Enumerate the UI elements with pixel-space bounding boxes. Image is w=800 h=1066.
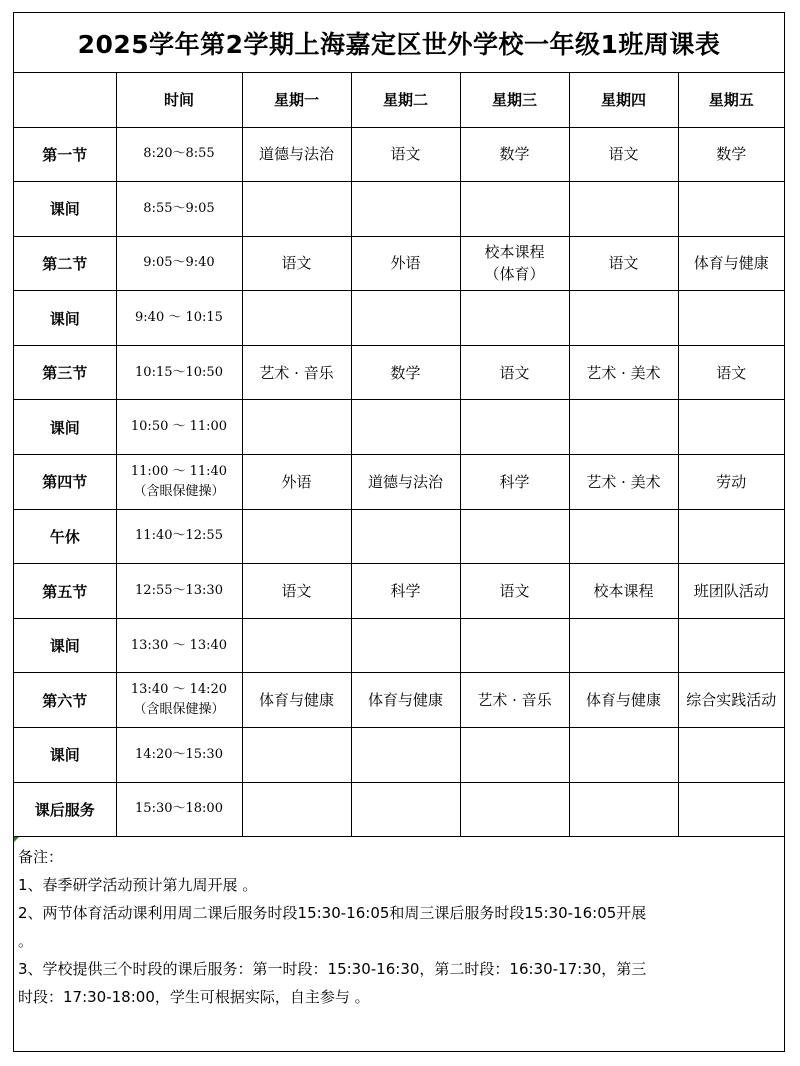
subject-cell	[351, 673, 460, 728]
table-row	[14, 564, 784, 619]
subject-cell	[351, 455, 460, 510]
period-label: 第三节	[14, 345, 116, 400]
subject-cell	[242, 291, 351, 346]
subject-cell	[351, 400, 460, 455]
subject-cell	[242, 236, 351, 291]
subject-text: 语文	[499, 363, 530, 382]
subject-cell	[460, 291, 569, 346]
table-row	[14, 400, 784, 455]
period-time-line: 15:30～18:00	[135, 801, 223, 817]
subject-text: 语文	[608, 254, 639, 273]
table-row	[14, 509, 784, 564]
subject-text: 道德与法治	[367, 472, 443, 491]
subject-text: 艺术 · 音乐	[477, 691, 552, 710]
subject-cell	[569, 291, 678, 346]
header-tuesday: 星期二	[351, 73, 460, 127]
period-label: 课间	[14, 618, 116, 673]
subject-text: 道德与法治	[258, 145, 334, 164]
subject-text: 综合实践活动	[686, 691, 777, 710]
table-row	[14, 236, 784, 291]
subject-cell	[242, 345, 351, 400]
subject-text: 数学	[716, 145, 747, 164]
subject-cell	[242, 127, 351, 182]
notes-section	[14, 837, 784, 1011]
subject-cell	[351, 182, 460, 237]
period-label: 第二节	[14, 236, 116, 291]
header-monday: 星期一	[242, 73, 351, 127]
subject-cell	[351, 291, 460, 346]
subject-cell	[460, 673, 569, 728]
period-time-line: 13:30 ～ 13:40	[130, 637, 228, 653]
period-time	[116, 782, 242, 837]
table-row	[14, 728, 784, 783]
subject-text: 体育与健康	[367, 691, 443, 710]
subject-text: 艺术 · 美术	[586, 472, 661, 491]
subject-cell	[460, 564, 569, 619]
subject-text: 语文	[390, 145, 421, 164]
subject-cell	[242, 782, 351, 837]
period-time	[116, 455, 242, 510]
period-label: 课间	[14, 400, 116, 455]
table-row	[14, 182, 784, 237]
period-time	[116, 509, 242, 564]
note-line: 1、春季研学活动预计第九周开展 。	[18, 876, 258, 895]
subject-cell	[460, 236, 569, 291]
table-row	[14, 673, 784, 728]
subject-cell	[569, 345, 678, 400]
table-row	[14, 455, 784, 510]
table-row	[14, 618, 784, 673]
subject-cell	[569, 455, 678, 510]
subject-cell	[351, 236, 460, 291]
subject-text: 校本课程	[593, 582, 654, 601]
period-time-line: 14:20～15:30	[135, 746, 223, 762]
period-time-line: 8:20～8:55	[143, 146, 215, 162]
subject-cell	[242, 728, 351, 783]
period-label: 第四节	[14, 455, 116, 510]
header-time: 时间	[116, 73, 242, 127]
period-time	[116, 618, 242, 673]
period-time	[116, 564, 242, 619]
subject-cell	[242, 455, 351, 510]
subject-text: 劳动	[716, 472, 747, 491]
notes-heading: 备注：	[18, 848, 64, 867]
subject-cell	[678, 400, 784, 455]
table-row	[14, 782, 784, 837]
period-label: 第六节	[14, 673, 116, 728]
subject-text: 数学	[499, 145, 530, 164]
subject-cell	[460, 509, 569, 564]
subject-cell	[569, 127, 678, 182]
subject-cell	[569, 182, 678, 237]
table-row	[14, 127, 784, 182]
subject-cell	[460, 127, 569, 182]
subject-cell	[569, 673, 678, 728]
corner-mark-icon	[14, 837, 19, 842]
subject-text: 班团队活动	[693, 582, 769, 601]
subject-cell	[569, 564, 678, 619]
subject-cell	[569, 782, 678, 837]
subject-text: （体育）	[484, 265, 545, 284]
subject-cell	[460, 345, 569, 400]
subject-cell	[569, 509, 678, 564]
subject-cell	[460, 782, 569, 837]
period-time-line: 10:50 ～ 11:00	[130, 419, 228, 435]
subject-cell	[460, 400, 569, 455]
subject-text: 语文	[281, 254, 312, 273]
subject-text: 体育与健康	[258, 691, 334, 710]
header-row	[14, 73, 784, 127]
period-time	[116, 127, 242, 182]
subject-cell	[242, 509, 351, 564]
subject-text: 语文	[608, 145, 639, 164]
subject-text: 语文	[499, 582, 530, 601]
header-friday: 星期五	[678, 73, 784, 127]
subject-cell	[351, 509, 460, 564]
period-time-line: 13:40 ～ 14:20	[130, 682, 228, 698]
period-time-line: 8:55～9:05	[143, 200, 215, 216]
subject-cell	[460, 182, 569, 237]
subject-text: 外语	[281, 472, 312, 491]
period-label: 第一节	[14, 127, 116, 182]
subject-cell	[351, 127, 460, 182]
subject-cell	[460, 728, 569, 783]
subject-cell	[678, 673, 784, 728]
subject-text: 体育与健康	[585, 691, 661, 710]
subject-cell	[569, 400, 678, 455]
period-time-line: 9:40 ～ 10:15	[135, 310, 223, 326]
subject-cell	[678, 509, 784, 564]
period-label: 课间	[14, 728, 116, 783]
period-time	[116, 182, 242, 237]
period-time-line: 10:15～10:50	[135, 364, 223, 380]
subject-text: 科学	[390, 582, 421, 601]
subject-cell	[242, 673, 351, 728]
subject-text: 体育与健康	[693, 254, 769, 273]
timetable-grid	[14, 73, 784, 837]
subject-cell	[678, 127, 784, 182]
note-line: 3、学校提供三个时段的课后服务：第一时段：15:30-16:30，第二时段：16:30-17:30，第三	[18, 960, 647, 979]
timetable-sheet	[13, 12, 785, 1052]
note-line: 2、两节体育活动课利用周二课后服务时段15:30-16:05和周三课后服务时段15:30-16:05开展	[18, 904, 647, 923]
subject-cell	[351, 564, 460, 619]
subject-cell	[569, 236, 678, 291]
period-time-line: （含眼保健操）	[133, 702, 225, 718]
period-time	[116, 345, 242, 400]
period-time	[116, 673, 242, 728]
subject-cell	[242, 400, 351, 455]
subject-cell	[678, 618, 784, 673]
subject-cell	[678, 455, 784, 510]
period-label: 课间	[14, 291, 116, 346]
subject-cell	[678, 345, 784, 400]
period-time	[116, 291, 242, 346]
period-time-line: 12:55～13:30	[135, 583, 223, 599]
subject-cell	[569, 728, 678, 783]
subject-text: 语文	[281, 582, 312, 601]
period-label: 课间	[14, 182, 116, 237]
period-time-line: （含眼保健操）	[133, 483, 225, 499]
period-label: 课后服务	[14, 782, 116, 837]
subject-cell	[351, 345, 460, 400]
period-time-line: 11:40～12:55	[135, 528, 223, 544]
header-corner	[14, 73, 116, 127]
subject-cell	[678, 291, 784, 346]
period-time-line: 11:00 ～ 11:40	[130, 463, 228, 479]
period-time	[116, 728, 242, 783]
period-label: 午休	[14, 509, 116, 564]
subject-cell	[242, 618, 351, 673]
subject-cell	[678, 728, 784, 783]
subject-text: 艺术 · 音乐	[259, 363, 334, 382]
period-time	[116, 236, 242, 291]
subject-text: 语文	[716, 363, 747, 382]
timetable-title: 2025学年第2学期上海嘉定区世外学校一年级1班周课表	[14, 13, 784, 73]
subject-cell	[678, 236, 784, 291]
subject-cell	[351, 618, 460, 673]
subject-cell	[678, 782, 784, 837]
period-time	[116, 400, 242, 455]
header-wednesday: 星期三	[460, 73, 569, 127]
subject-cell	[460, 455, 569, 510]
subject-cell	[242, 564, 351, 619]
subject-cell	[351, 728, 460, 783]
subject-text: 艺术 · 美术	[586, 363, 661, 382]
subject-text: 校本课程	[484, 243, 545, 262]
subject-text: 外语	[390, 254, 421, 273]
subject-cell	[569, 618, 678, 673]
period-time-line: 9:05～9:40	[143, 255, 215, 271]
subject-cell	[678, 564, 784, 619]
note-line: 。	[18, 932, 34, 951]
table-row	[14, 345, 784, 400]
note-line: 时段：17:30-18:00，学生可根据实际，自主参与 。	[18, 988, 370, 1007]
period-label: 第五节	[14, 564, 116, 619]
subject-cell	[678, 182, 784, 237]
subject-cell	[351, 782, 460, 837]
subject-cell	[242, 182, 351, 237]
subject-text: 数学	[390, 363, 421, 382]
header-thursday: 星期四	[569, 73, 678, 127]
table-row	[14, 291, 784, 346]
subject-text: 科学	[499, 472, 530, 491]
subject-cell	[460, 618, 569, 673]
